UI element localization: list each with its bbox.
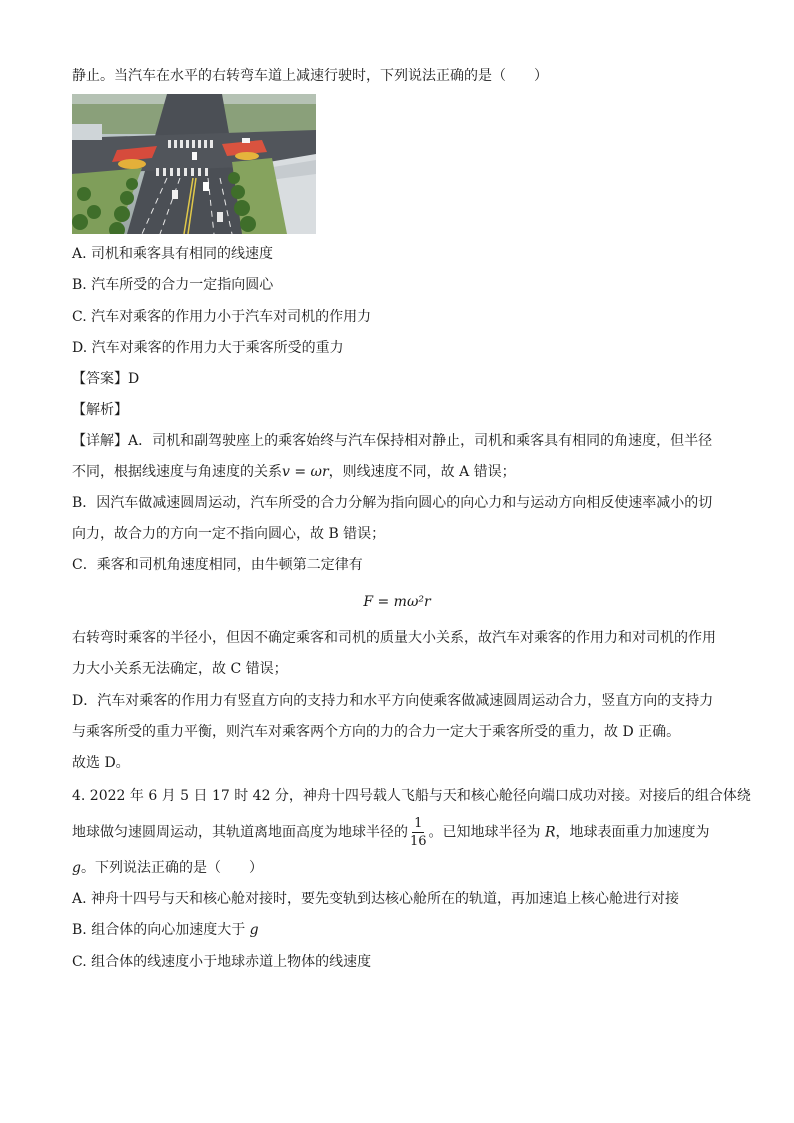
analysis-label: 【解析】 (72, 402, 128, 418)
q3-stem-tail: 静止。当汽车在水平的右转弯车道上减速行驶时，下列说法正确的是（ ） (72, 68, 548, 84)
q4-stem-line-3: g。下列说法正确的是（ ） (72, 860, 263, 876)
q3-option-a: A. 司机和乘客具有相同的线速度 (72, 246, 274, 262)
detail-line-9: 与乘客所受的重力平衡，则汽车对乘客两个方向的力的合力一定大于乘客所受的重力，故 D 正确。 (72, 724, 681, 740)
detail-line-2: 不同，根据线速度与角速度的关系v = ωr，则线速度不同，故 A 错误； (72, 464, 516, 480)
q4-option-c: C. 组合体的线速度小于地球赤道上物体的线速度 (72, 954, 372, 970)
detail-line-8: D．汽车对乘客的作用力有竖直方向的支持力和水平方向使乘客做减速圆周运动合力，竖直方向的支持力 (72, 693, 714, 709)
q4-option-b: B. 组合体的向心加速度大于 g (72, 922, 259, 938)
q3-option-d: D. 汽车对乘客的作用力大于乘客所受的重力 (72, 340, 344, 356)
detail-line-1: 【详解】A．司机和副驾驶座上的乘客始终与汽车保持相对静止，司机和乘客具有相同的角速度，但半径 (72, 433, 713, 449)
detail-line-5: C．乘客和司机角速度相同，由牛顿第二定律有 (72, 557, 363, 573)
q4-option-a: A. 神舟十四号与天和核心舱对接时，要先变轨到达核心舱所在的轨道，再加速追上核心舱进行对接 (72, 891, 680, 907)
detail-line-6: 右转弯时乘客的半径小，但因不确定乘客和司机的质量大小关系，故汽车对乘客的作用力和对司机的作用 (72, 630, 716, 646)
q4-stem-line-1: 4. 2022 年 6 月 5 日 17 时 42 分，神舟十四号载人飞船与天和核心舱径向端口成功对接。对接后的组合体绕 (72, 788, 751, 804)
road-intersection-photo (72, 94, 316, 234)
answer-label: 【答案】 (72, 371, 128, 387)
answer-value: D (128, 371, 140, 387)
fraction-one-sixteenth: $\frac{1}{16}$ (410, 816, 427, 849)
q3-option-c: C. 汽车对乘客的作用力小于汽车对司机的作用力 (72, 309, 372, 325)
formula-newton: F = mω²r (363, 594, 431, 610)
detail-line-4: 向力，故合力的方向一定不指向圆心，故 B 错误； (72, 526, 386, 542)
detail-line-10: 故选 D。 (72, 755, 130, 771)
q4-stem-line-2: 地球做匀速圆周运动，其轨道离地面高度为地球半径的 $\frac{1}{16}$ 。已知地球半径为 R，地球表面重力加速度为 (72, 816, 710, 849)
detail-line-7: 力大小关系无法确定，故 C 错误； (72, 661, 288, 677)
formula-v-omega-r: v = ωr (282, 464, 329, 480)
q3-option-b: B. 汽车所受的合力一定指向圆心 (72, 277, 274, 293)
answer-line (72, 369, 139, 389)
detail-line-3: B．因汽车做减速圆周运动，汽车所受的合力分解为指向圆心的向心力和与运动方向相反使速率减小的切 (72, 495, 713, 511)
